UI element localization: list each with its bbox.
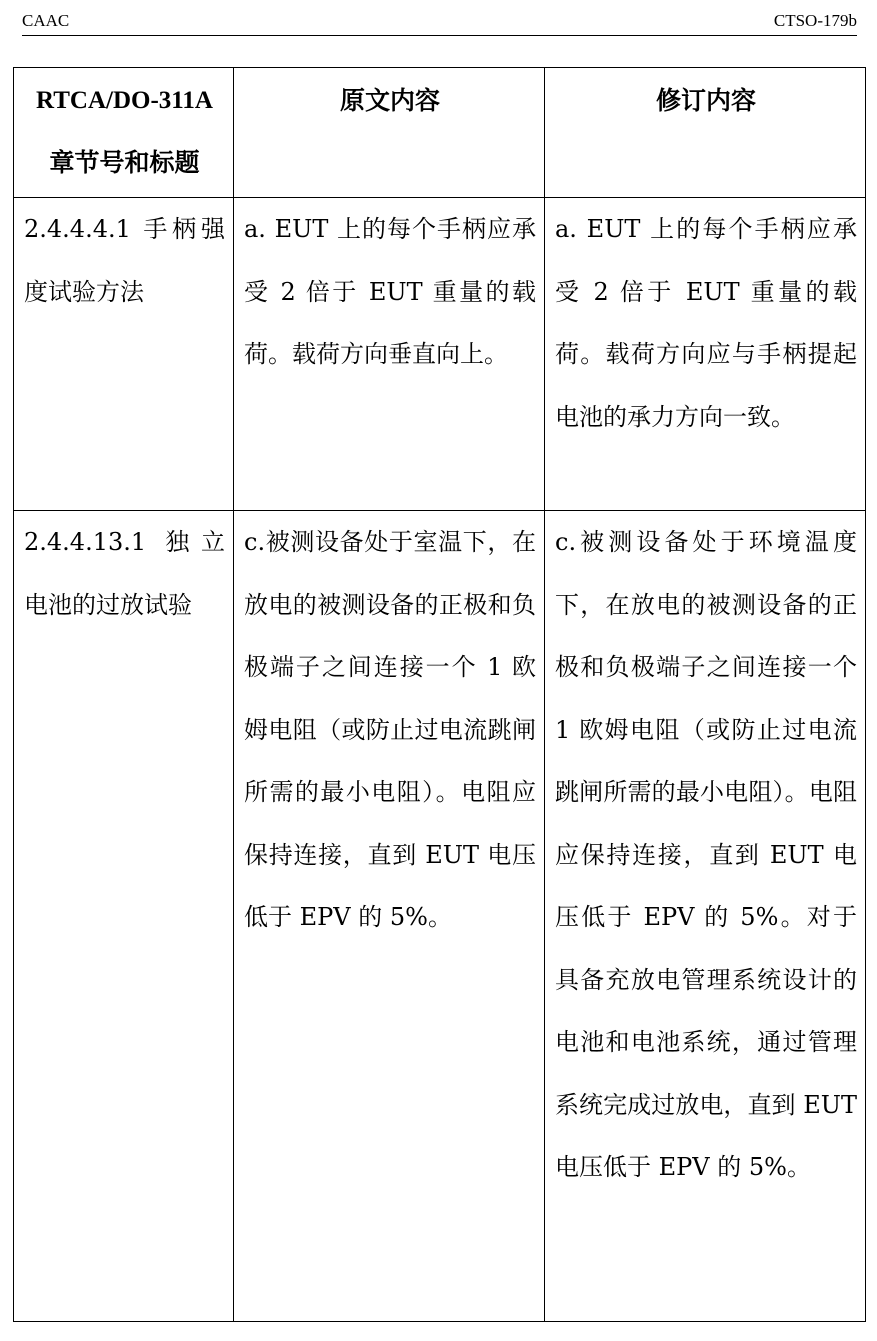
cell-section: 2.4.4.13.1 独立电池的过放试验 [14, 511, 234, 1322]
page-header [22, 9, 857, 36]
header-doc-id: CTSO-179b [773, 11, 857, 30]
revision-table [13, 67, 866, 1322]
cell-revised: c.被测设备处于环境温度下，在放电的被测设备的正极和负极端子之间连接一个 1 欧姆电阻（或防止过电流跳闸所需的最小电阻）。电阻应保持连接，直到 EUT 电压低于 EPV 的 5%。对于具备充放电管理系统设计的电池和电池系统，通过管理系统完成过放电，直到 EUT 电压低于 EPV 的 5%。 [545, 511, 866, 1322]
column-header-original [234, 68, 545, 198]
column-header-revised [545, 68, 866, 198]
table-header-row [14, 68, 866, 198]
column-header-original-label: 原文内容 [339, 86, 440, 115]
cell-original: c.被测设备处于室温下，在放电的被测设备的正极和负极端子之间连接一个 1 欧姆电阻（或防止过电流跳闸所需的最小电阻）。电阻应保持连接，直到 EUT 电压低于 EPV 的 5%。 [234, 511, 545, 1322]
cell-section: 2.4.4.4.1 手柄强度试验方法 [14, 198, 234, 511]
header-org: CAAC [22, 11, 70, 30]
column-header-revised-label: 修订内容 [655, 86, 756, 115]
column-header-section [14, 68, 234, 198]
column-header-section-line1: RTCA/DO-311A [36, 87, 213, 114]
column-header-section-line2: 章节号和标题 [49, 149, 200, 177]
cell-revised: a. EUT 上的每个手柄应承受 2 倍于 EUT 重量的载荷。载荷方向应与手柄提起电池的承力方向一致。 [545, 198, 866, 511]
cell-original: a. EUT 上的每个手柄应承受 2 倍于 EUT 重量的载荷。载荷方向垂直向上。 [234, 198, 545, 511]
table-row [14, 198, 866, 511]
table-row [14, 511, 866, 1322]
